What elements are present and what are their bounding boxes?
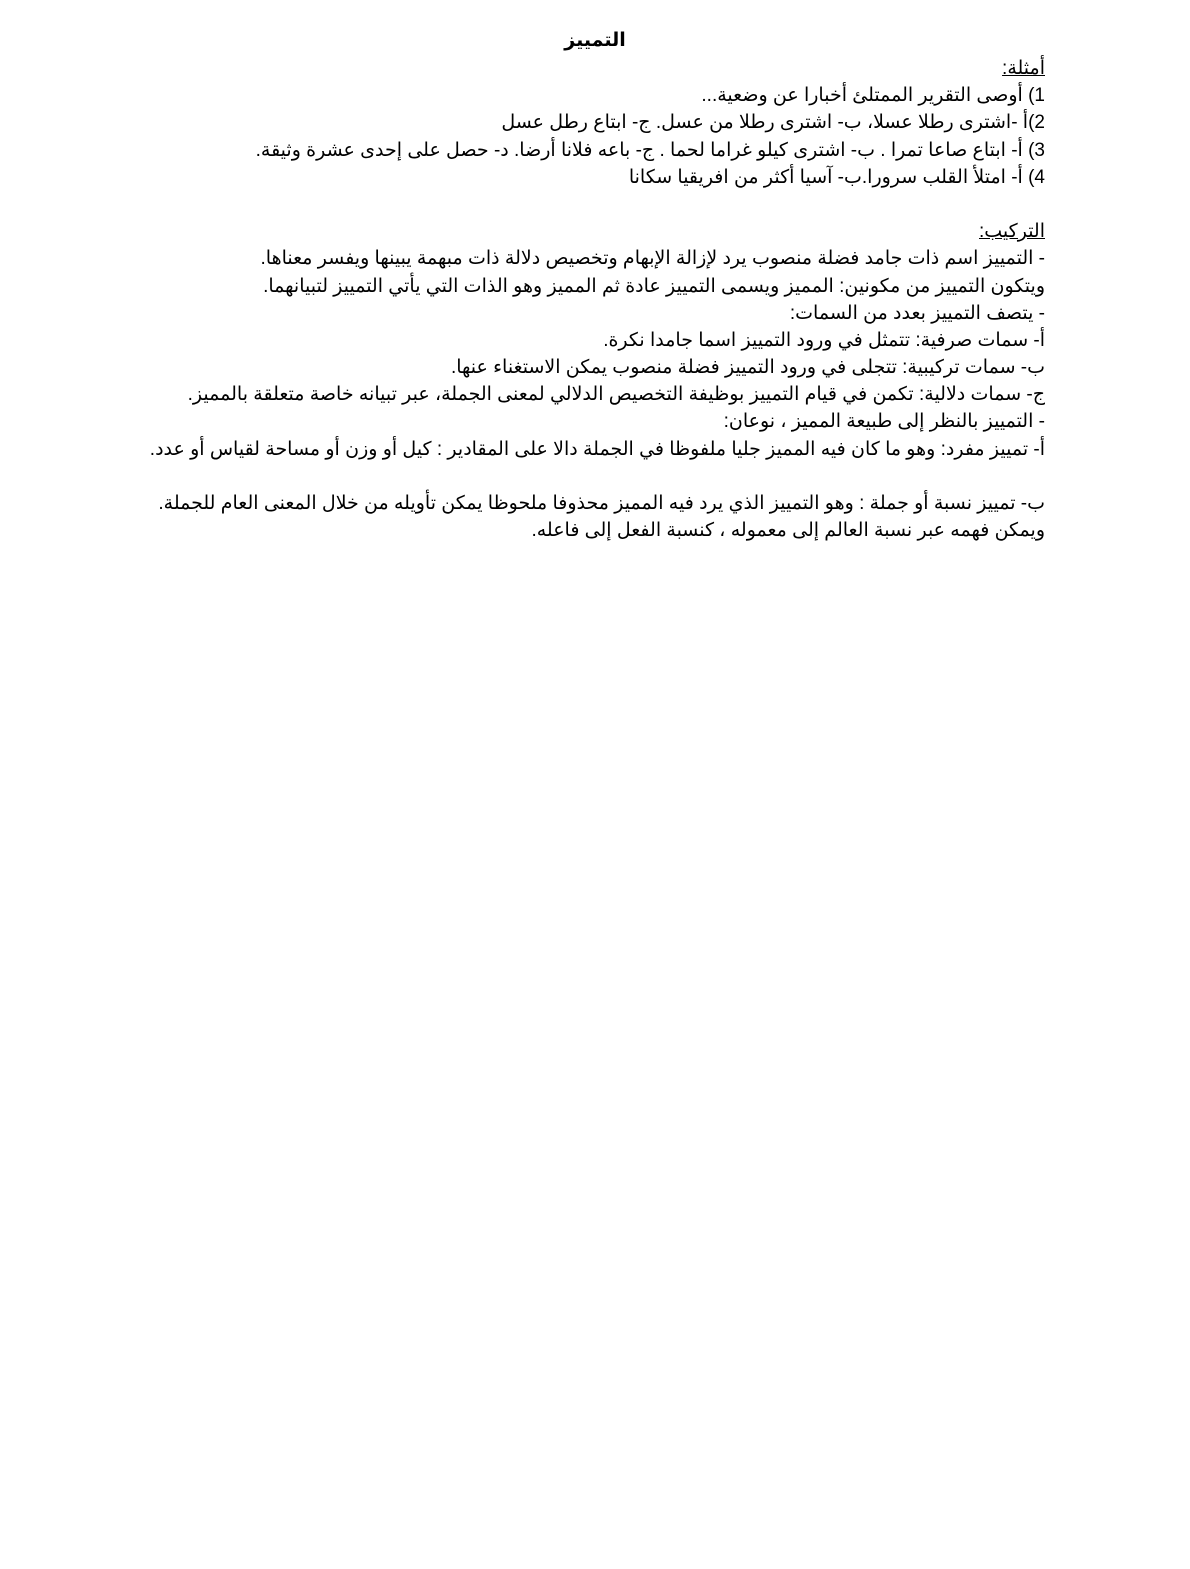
structure-line-4: أ- سمات صرفية: تتمثل في ورود التمييز اسما جامدا نكرة. [603,329,1045,351]
structure-line-9: ب- تمييز نسبة أو جملة : وهو التمييز الذي يرد فيه المميز محذوفا ملحوظا يمكن تأويله من خلال المعنى العام للجملة. [158,493,1045,514]
structure-line-1: - التمييز اسم ذات جامد فضلة منصوب يرد لإزالة الإبهام وتخصيص دلالة ذات مبهمة يبينها ويفسر معناها. [260,248,1045,270]
structure-heading: التركيب: [979,221,1045,243]
document-body [145,55,1045,544]
paragraph-gap [145,463,1045,490]
structure-line-10: ويمكن فهمه عبر نسبة العالم إلى معموله ، كنسبة الفعل إلى فاعله. [531,520,1045,542]
document-title: التمييز [564,30,626,51]
structure-line-7: - التمييز بالنظر إلى طبيعة المميز ، نوعان: [723,411,1045,433]
paragraph-gap [145,191,1045,218]
structure-line-5: ب- سمات تركيبية: تتجلى في ورود التمييز فضلة منصوب يمكن الاستغناء عنها. [450,357,1045,379]
example-line-3: 3) أ- ابتاع صاعا تمرا . ب- اشترى كيلو غراما لحما . ج- باعه فلانا أرضا. د- حصل على إحدى عشرة وثيقة. [255,139,1045,161]
structure-line-3: - يتصف التمييز بعدد من السمات: [789,302,1045,324]
example-line-1: 1) أوصى التقرير الممتلئ أخبارا عن وضعية... [701,85,1045,107]
example-line-4: 4) أ- امتلأ القلب سرورا.ب- آسيا أكثر من افريقيا سكانا [628,166,1045,188]
structure-line-6: ج- سمات دلالية: تكمن في قيام التمييز بوظيفة التخصيص الدلالي لمعنى الجملة، عبر تبيانه خاصة متعلقة بالمميز. [187,384,1045,406]
structure-line-8: أ- تمييز مفرد: وهو ما كان فيه المميز جليا ملفوظا في الجملة دالا على المقادير : كيل أو وزن أو مساحة لقياس أو عدد. [149,438,1045,460]
structure-line-2: ويتكون التمييز من مكونين: المميز ويسمى التمييز عادة ثم المميز وهو الذات التي يأتي التمييز لتبيانهما. [263,275,1045,297]
example-line-2: 2)أ -اشترى رطلا عسلا، ب- اشترى رطلا من عسل. ج- ابتاع رطل عسل [501,112,1045,134]
examples-heading: أمثلة: [1002,58,1045,79]
